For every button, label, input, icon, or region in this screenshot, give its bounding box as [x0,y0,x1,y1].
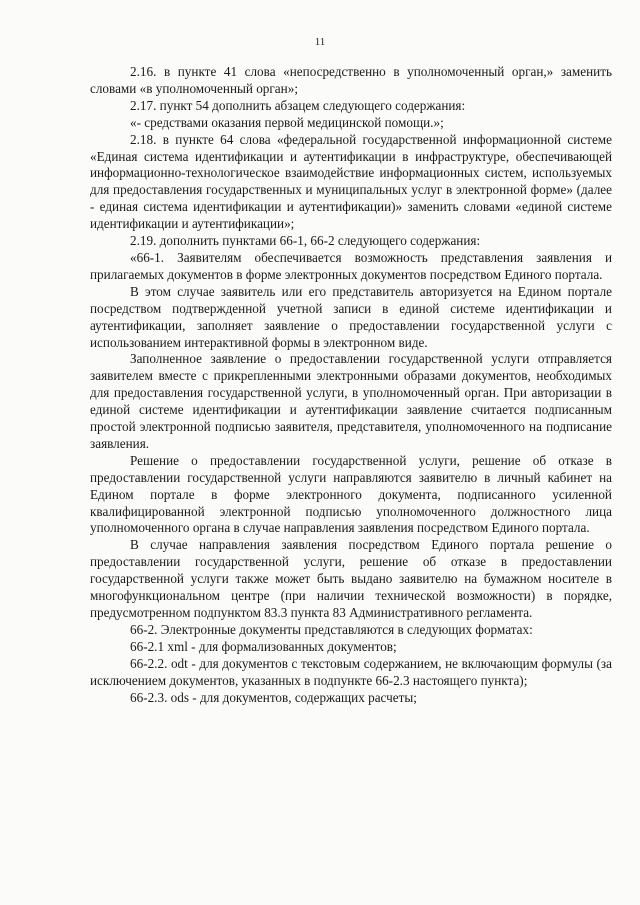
paragraph-paper-copy: В случае направления заявления посредством Единого портала решение о предоставлении государственной услуги, решение об отказе в предоставлении государственной услуги также может быть выдано заявителю на бумажном носителе в многофункциональном центре (при наличии технической возможности) в порядке, предусмотренном подпунктом 83.3 пункта 83 Административного регламента. [90,537,612,620]
paragraph-decision: Решение о предоставлении государственной услуги, решение об отказе в предоставлении государственной услуги направляются заявителю в личный кабинет на Едином портале в форме электронного документа, подписанного усиленной квалифицированной электронной подписью уполномоченного должностного лица уполномоченного органа в случае направления заявления посредством Единого портала. [90,452,612,536]
paragraph-66-2-1: 66-2.1 xml - для формализованных документов; [130,638,397,654]
paragraph-2-18: 2.18. в пункте 64 слова «федеральной государственной информационной системе «Единая система идентификации и аутентификации в инфраструктуре, обеспечивающей информационно-технологическое взаимодействие информационных систем, используемых для предоставления государственных и муниципальных услуг в электронной форме» (далее - единая система идентификации и аутентификации)» заменить словами «единой системе идентификации и аутентификации»; [90,131,612,232]
paragraph-2-17-quote: «- средствами оказания первой медицинской помощи.»; [130,114,444,130]
paragraph-2-19: 2.19. дополнить пунктами 66-1, 66-2 следующего содержания: [130,233,481,249]
paragraph-authorization: В этом случае заявитель или его представитель авторизуется на Едином портале посредством подтвержденной учетной записи в единой системе идентификации и аутентификации, заполняет заявление о предоставлении государственной услуги с использованием интерактивной формы в электронном виде. [90,283,612,350]
paragraph-66-2-3: 66-2.3. ods - для документов, содержащих расчеты; [130,689,417,705]
paragraph-2-17: 2.17. пункт 54 дополнить абзацем следующего содержания: [130,97,466,113]
paragraph-66-2-2: 66-2.2. odt - для документов с текстовым содержанием, не включающим формулы (за исключением документов, указанных в подпункте 66-2.3 настоящего пункта); [90,655,612,688]
paragraph-2-16: 2.16. в пункте 41 слова «непосредственно в уполномоченный орган,» заменить словами «в уполномоченный орган»; [90,64,612,96]
paragraph-66-2: 66-2. Электронные документы представляются в следующих форматах: [130,621,533,637]
paragraph-submission: Заполненное заявление о предоставлении государственной услуги отправляется заявителем вместе с прикрепленными электронными образами документов, необходимых для предоставления государственной услуги, в уполномоченный орган. При авторизации в единой системе идентификации и аутентификации заявление считается подписанным простой электронной подписью заявителя, представителя, уполномоченного на подписание заявления. [90,351,612,451]
page-number: 11 [314,36,326,48]
document-body [90,64,612,706]
paragraph-66-1: «66-1. Заявителям обеспечивается возможность представления заявления и прилагаемых документов в форме электронных документов посредством Единого портала. [90,249,612,282]
